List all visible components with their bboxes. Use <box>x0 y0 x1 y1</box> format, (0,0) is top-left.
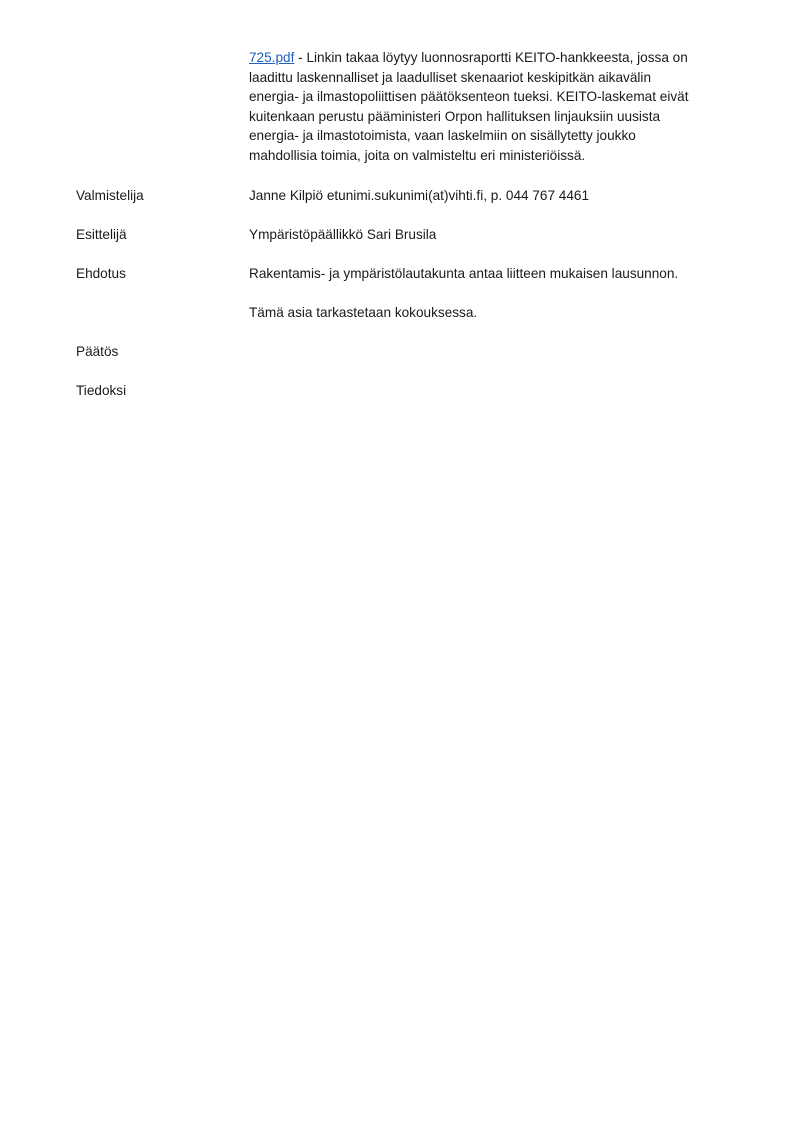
intro-line-6: mahdollisia toimia, joita on valmisteltu eri ministeriöissä. <box>249 147 586 163</box>
value-valmistelija: Janne Kilpiö etunimi.sukunimi(at)vihti.fi, p. 044 767 4461 <box>249 188 590 203</box>
label-ehdotus: Ehdotus <box>76 266 126 281</box>
label-tiedoksi: Tiedoksi <box>76 383 127 398</box>
label-valmistelija: Valmistelija <box>76 188 144 203</box>
pdf-link[interactable]: 725.pdf <box>249 50 295 65</box>
value-ehdotus: Rakentamis- ja ympäristölautakunta antaa liitteen mukaisen lausunnon. <box>249 266 679 281</box>
intro-line-2: laadittu laskennalliset ja laadulliset skenaariot keskipitkän aikavälin <box>249 69 651 85</box>
label-paatos: Päätös <box>76 344 119 359</box>
intro-text-1: - Linkin takaa löytyy luonnosraportti KEITO-hankkeesta, jossa on <box>294 50 688 65</box>
intro-line-1 <box>249 48 729 68</box>
value-esittelija: Ympäristöpäällikkö Sari Brusila <box>249 227 437 242</box>
value-ehdotus-note: Tämä asia tarkastetaan kokouksessa. <box>249 305 478 320</box>
intro-paragraph <box>249 48 729 165</box>
label-esittelija: Esittelijä <box>76 227 127 242</box>
intro-line-5: energia- ja ilmastotoimista, vaan laskelmiin on sisällytetty joukko <box>249 128 636 143</box>
intro-line-3: energia- ja ilmastopoliittisen päätöksenteon tueksi. KEITO-laskemat eivät <box>249 89 689 104</box>
intro-line-4: kuitenkaan perustu pääministeri Orpon hallituksen linjauksiin uusista <box>249 108 661 124</box>
